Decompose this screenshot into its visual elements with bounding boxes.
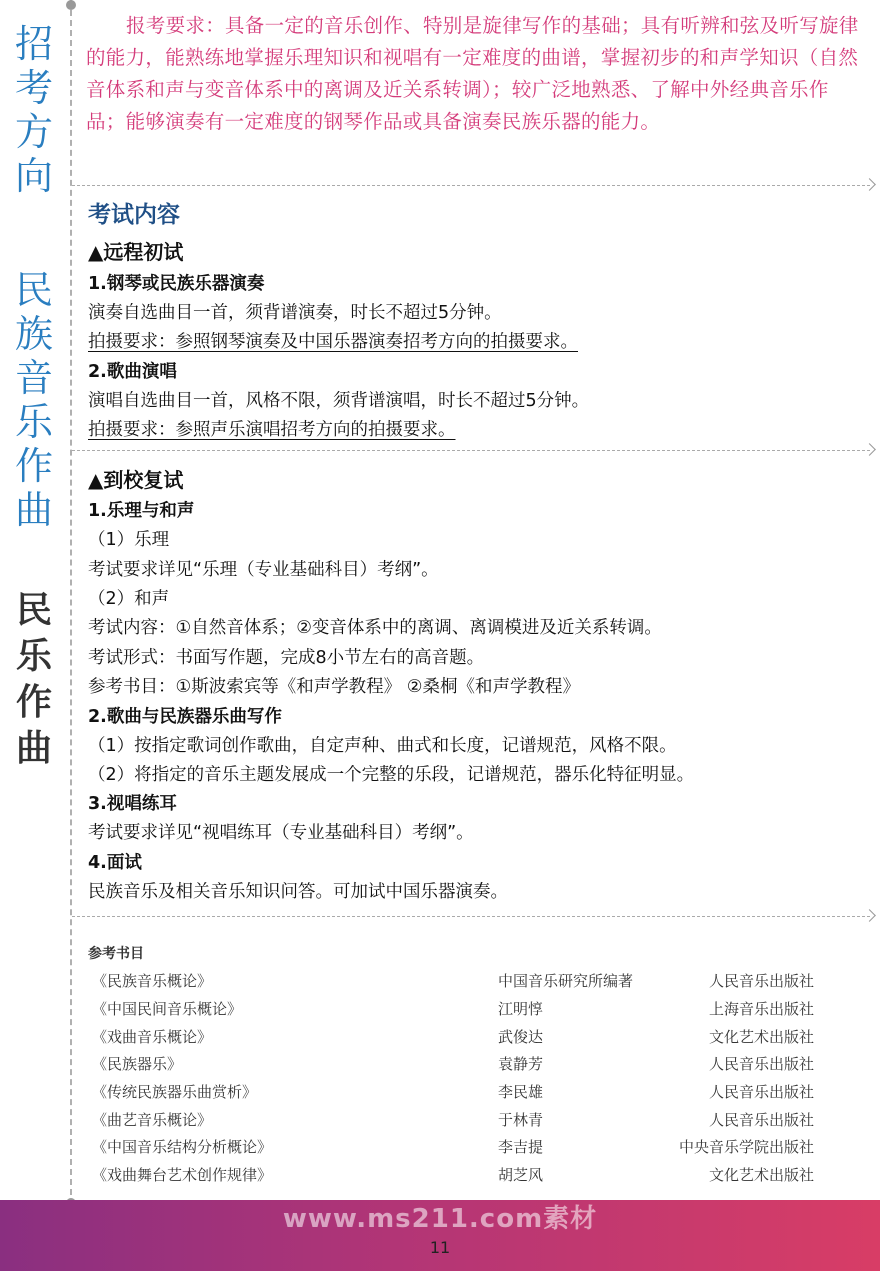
reference-publisher: 人民音乐出版社 bbox=[708, 1111, 814, 1129]
onsite-item1-title: 1.乐理与和声 bbox=[88, 501, 195, 521]
onsite-item4-title: 4.面试 bbox=[88, 853, 142, 873]
sidebar-char: 招 bbox=[14, 22, 53, 66]
onsite-item1-a-line: 考试要求详见“乐理（专业基础科目）考纲”。 bbox=[88, 560, 439, 580]
sidebar-divider-line bbox=[70, 0, 72, 1205]
onsite-item2-line2: （2）将指定的音乐主题发展成一个完整的乐段，记谱规范，器乐化特征明显。 bbox=[88, 765, 695, 785]
reference-publisher: 上海音乐出版社 bbox=[708, 1000, 814, 1018]
reference-book: 《民族器乐》 bbox=[92, 1055, 183, 1073]
reference-author: 李民雄 bbox=[498, 1083, 544, 1101]
reference-author: 于林青 bbox=[498, 1111, 544, 1129]
reference-row bbox=[88, 1109, 814, 1135]
reference-author: 江明惇 bbox=[498, 1000, 544, 1018]
reference-publisher: 中央音乐学院出版社 bbox=[678, 1138, 814, 1156]
onsite-item1-b-line1: 考试内容：①自然音体系；②变音体系中的离调、离调模进及近关系转调。 bbox=[88, 618, 662, 638]
sidebar-char: 向 bbox=[14, 154, 53, 198]
sidebar-char: 民 bbox=[15, 590, 52, 631]
remote-heading: ▲远程初试 bbox=[88, 240, 184, 264]
sidebar-title-short bbox=[12, 588, 56, 772]
reference-book: 《民族音乐概论》 bbox=[92, 972, 213, 990]
reference-author: 武俊达 bbox=[498, 1028, 544, 1046]
reference-row bbox=[88, 1081, 814, 1107]
onsite-item3-line: 考试要求详见“视唱练耳（专业基础科目）考纲”。 bbox=[88, 823, 474, 843]
requirements-paragraph: 报考要求：具备一定的音乐创作、特别是旋律写作的基础；具有听辨和弦及听写旋律的能力，能熟练地掌握乐理知识和视唱有一定难度的曲谱，掌握初步的和声学知识（自然音体系和声与变音体系中的离调及近关系转调）；较广泛地熟悉、了解中外经典音乐作品；能够演奏有一定难度的钢琴作品或具备演奏民族乐器的能力。 bbox=[86, 14, 859, 133]
sidebar-title-major bbox=[12, 268, 56, 532]
reference-author: 胡芝风 bbox=[498, 1166, 544, 1184]
section-title: 考试内容 bbox=[88, 202, 180, 228]
remote-item1-line1: 演奏自选曲目一首，须背谱演奏，时长不超过5分钟。 bbox=[88, 303, 502, 323]
references-title: 参考书目 bbox=[88, 946, 144, 962]
reference-row bbox=[88, 1136, 814, 1162]
reference-book: 《中国民间音乐概论》 bbox=[92, 1000, 243, 1018]
reference-row bbox=[88, 998, 814, 1024]
sidebar-char: 方 bbox=[14, 110, 53, 154]
reference-book: 《戏曲舞台艺术创作规律》 bbox=[92, 1166, 273, 1184]
section-divider bbox=[72, 916, 870, 917]
reference-publisher: 人民音乐出版社 bbox=[708, 1083, 814, 1101]
remote-item1-title: 1.钢琴或民族乐器演奏 bbox=[88, 274, 265, 294]
reference-row bbox=[88, 1026, 814, 1052]
reference-author: 袁静芳 bbox=[498, 1055, 544, 1073]
onsite-item1-b-line3: 参考书目：①斯波索宾等《和声学教程》 ②桑桐《和声学教程》 bbox=[88, 677, 580, 697]
reference-publisher: 文化艺术出版社 bbox=[708, 1166, 814, 1184]
sidebar-char: 曲 bbox=[14, 488, 53, 532]
reference-row bbox=[88, 1164, 814, 1190]
reference-author: 李吉提 bbox=[498, 1138, 544, 1156]
sidebar bbox=[0, 0, 68, 1200]
onsite-item1-b-line2: 考试形式：书面写作题，完成8小节左右的高音题。 bbox=[88, 648, 485, 668]
reference-publisher: 人民音乐出版社 bbox=[708, 1055, 814, 1073]
sidebar-char: 作 bbox=[14, 444, 53, 488]
sidebar-char: 民 bbox=[14, 268, 53, 312]
remote-item2-line1: 演唱自选曲目一首，风格不限，须背谱演唱，时长不超过5分钟。 bbox=[88, 391, 590, 411]
onsite-heading: ▲到校复试 bbox=[88, 468, 184, 492]
reference-row bbox=[88, 1053, 814, 1079]
section-divider bbox=[72, 185, 870, 186]
sidebar-char: 乐 bbox=[14, 400, 53, 444]
sidebar-char: 音 bbox=[14, 356, 53, 400]
onsite-item2-title: 2.歌曲与民族器乐曲写作 bbox=[88, 707, 282, 727]
sidebar-char: 曲 bbox=[15, 728, 52, 769]
remote-item1-line2: 拍摄要求：参照钢琴演奏及中国乐器演奏招考方向的拍摄要求。 bbox=[88, 332, 578, 352]
watermark: www.ms211.com素材 bbox=[282, 1204, 598, 1234]
sidebar-char: 族 bbox=[14, 312, 53, 356]
onsite-item3-title: 3.视唱练耳 bbox=[88, 794, 177, 814]
sidebar-char: 乐 bbox=[15, 636, 52, 677]
page-number: 11 bbox=[429, 1238, 451, 1257]
reference-publisher: 人民音乐出版社 bbox=[708, 972, 814, 990]
reference-book: 《中国音乐结构分析概论》 bbox=[92, 1138, 273, 1156]
onsite-item2-line1: （1）按指定歌词创作歌曲，自定声种、曲式和长度，记谱规范，风格不限。 bbox=[88, 736, 677, 756]
sidebar-title-category bbox=[12, 22, 56, 198]
sidebar-char: 考 bbox=[14, 66, 53, 110]
reference-publisher: 文化艺术出版社 bbox=[708, 1028, 814, 1046]
reference-book: 《传统民族器乐曲赏析》 bbox=[92, 1083, 258, 1101]
onsite-item1-b: （2）和声 bbox=[88, 589, 170, 609]
onsite-item4-line: 民族音乐及相关音乐知识问答。可加试中国乐器演奏。 bbox=[88, 882, 508, 902]
remote-item2-line2: 拍摄要求：参照声乐演唱招考方向的拍摄要求。 bbox=[88, 420, 456, 440]
reference-author: 中国音乐研究所编著 bbox=[498, 972, 634, 990]
reference-book: 《戏曲音乐概论》 bbox=[92, 1028, 213, 1046]
reference-row bbox=[88, 970, 814, 996]
onsite-item1-a: （1）乐理 bbox=[88, 530, 170, 550]
section-divider bbox=[72, 450, 870, 451]
sidebar-char: 作 bbox=[15, 682, 52, 723]
remote-item2-title: 2.歌曲演唱 bbox=[88, 362, 177, 382]
reference-book: 《曲艺音乐概论》 bbox=[92, 1111, 213, 1129]
